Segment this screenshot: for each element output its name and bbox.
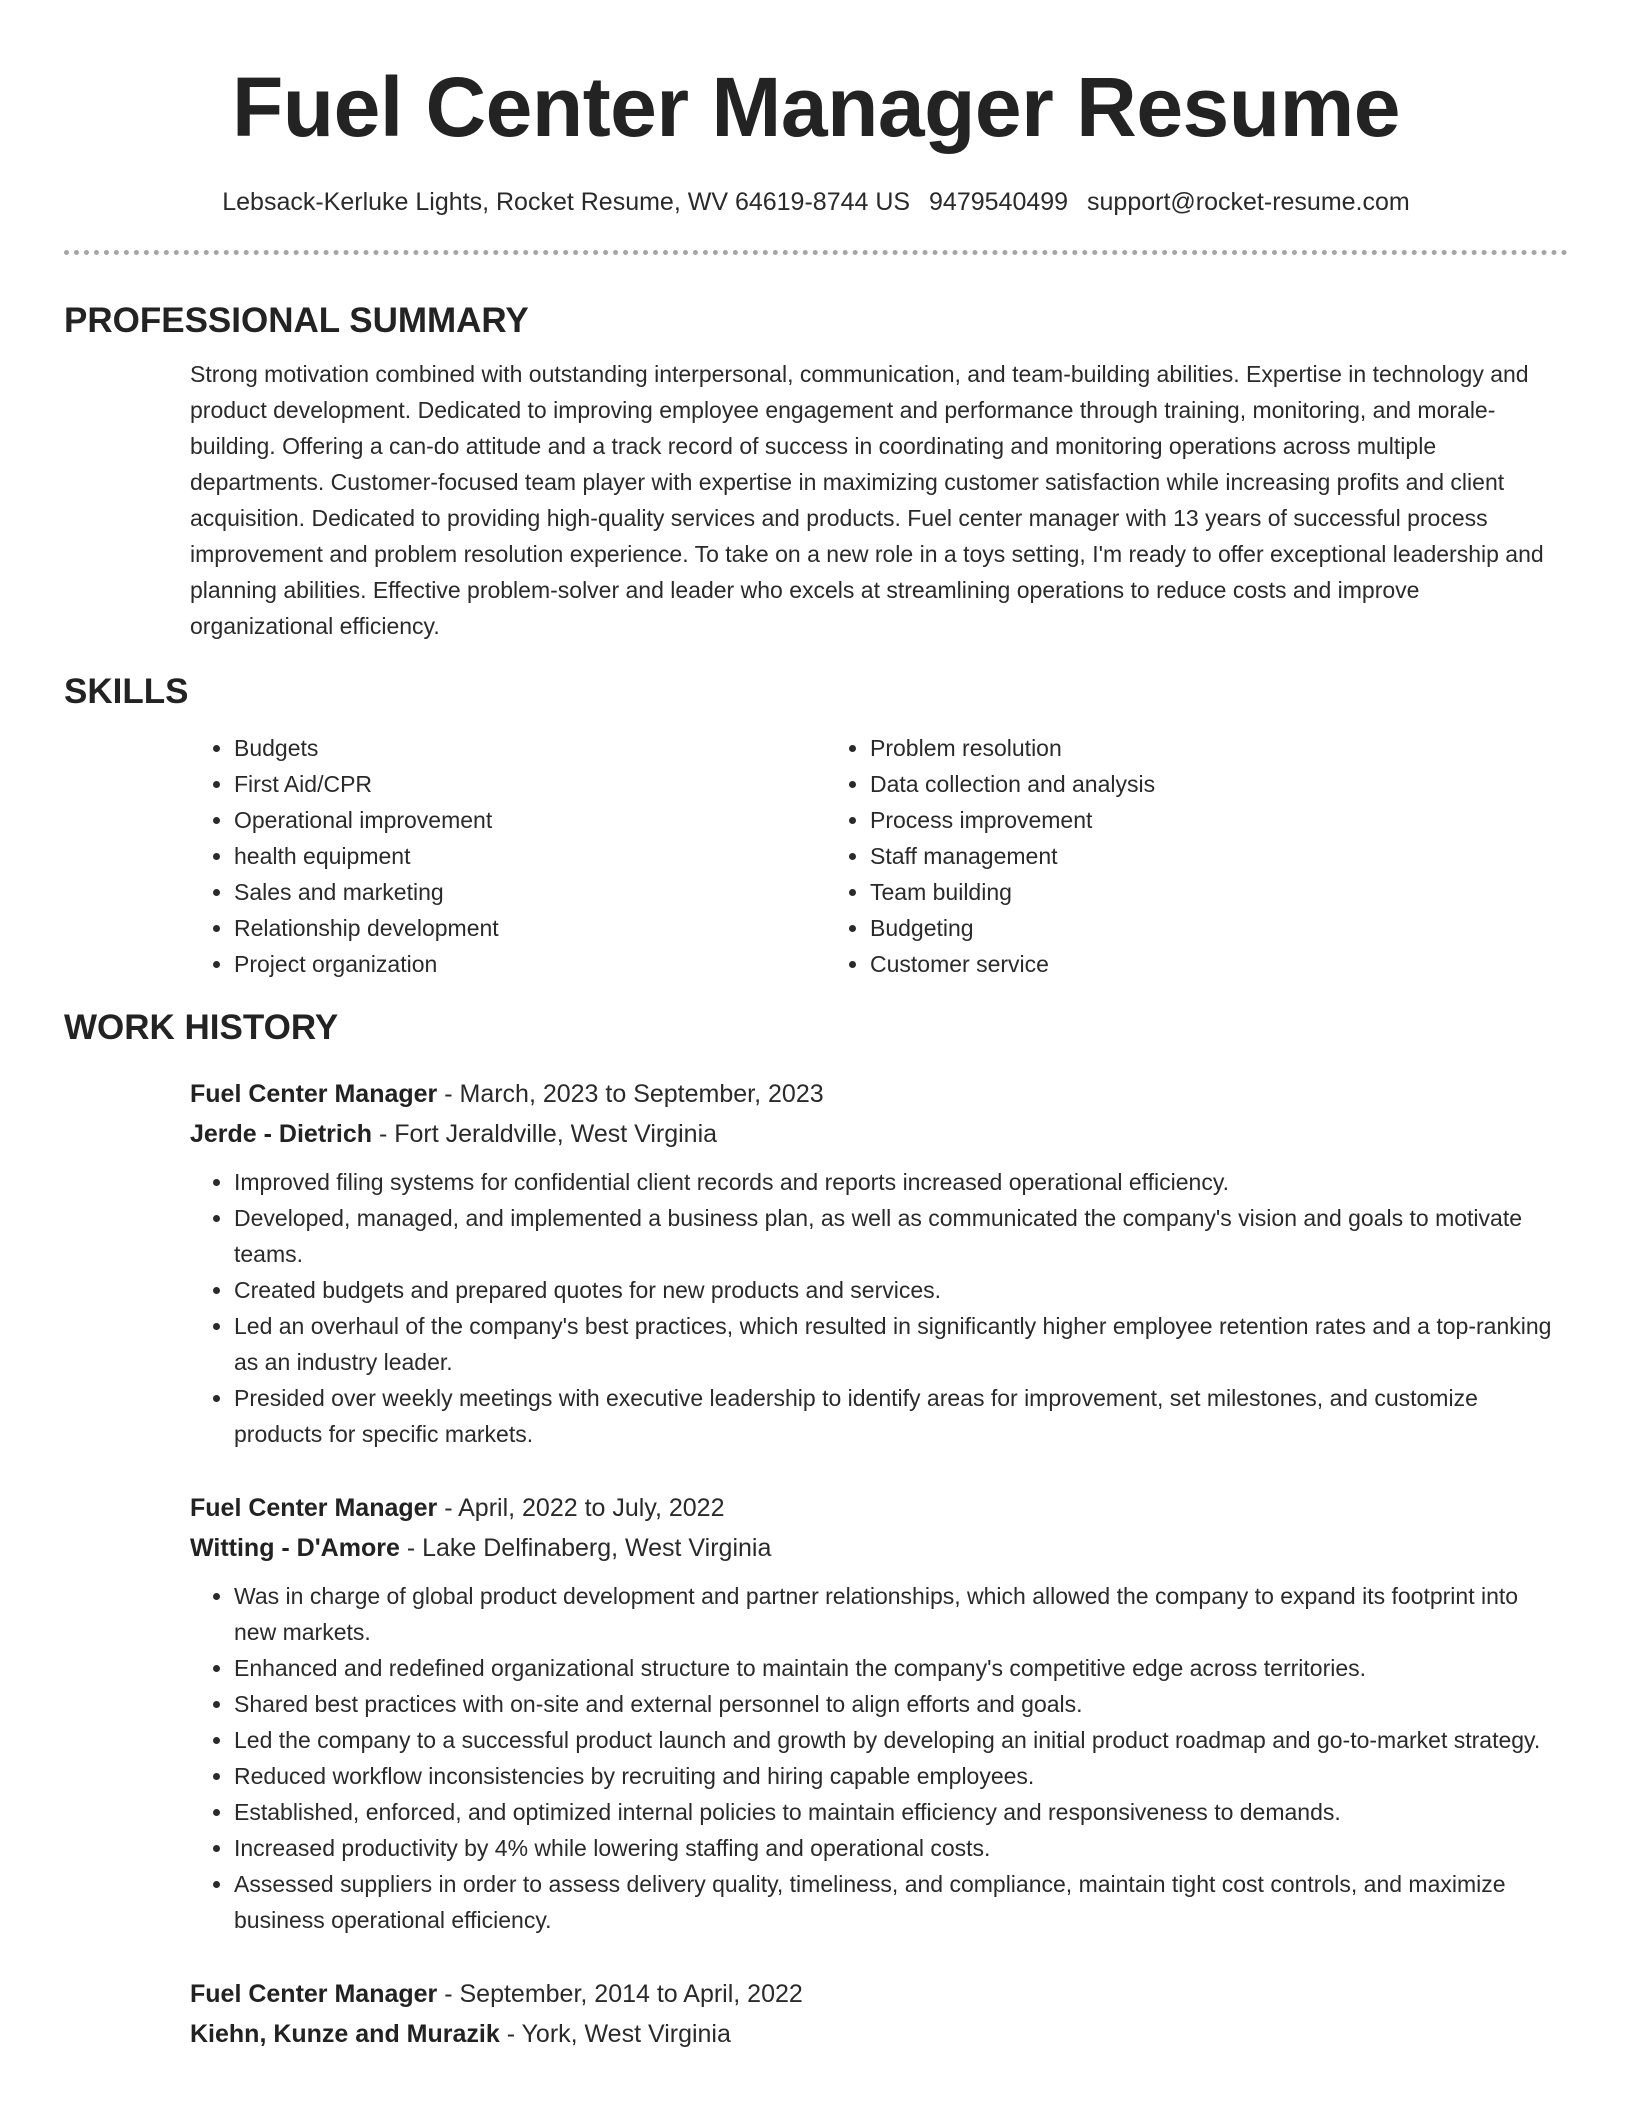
job-location: - Lake Delfinaberg, West Virginia bbox=[399, 1534, 772, 1562]
skill-item: • Process improvement bbox=[870, 802, 1155, 838]
skill-item: • Team building bbox=[870, 874, 1155, 910]
job-entry bbox=[190, 1074, 1568, 1452]
skill-item: • Staff management bbox=[870, 838, 1155, 874]
job-bullets bbox=[190, 1578, 1568, 1938]
job-title-line bbox=[190, 1074, 1568, 1114]
job-title: Fuel Center Manager bbox=[190, 1980, 438, 2008]
skills-heading: SKILLS bbox=[64, 672, 189, 711]
summary-text: Strong motivation combined with outstanding interpersonal, communication, and team-building abilities. Expertise in technology and product development. Dedicated to improving employee engagement and performance through training, monitoring, and morale-building. Offering a can-do attitude and a track record of success in coordinating and monitoring operations across multiple departments. Customer-focused team player with expertise in maximizing customer satisfaction while increasing profits and client acquisition. Dedicated to providing high-quality services and products. Fuel center manager with 13 years of successful process improvement and problem resolution experience. To take on a new role in a toys setting, I'm ready to offer exceptional leadership and planning abilities. Effective problem-solver and leader who excels at streamlining operations to reduce costs and improve organizational efficiency. bbox=[190, 361, 1544, 639]
contact-address: Lebsack-Kerluke Lights, Rocket Resume, WV 64619-8744 US bbox=[222, 188, 911, 216]
job-bullet: • Presided over weekly meetings with executive leadership to identify areas for improvement, set milestones, and customize products for specific markets. bbox=[234, 1380, 1568, 1452]
skills-column-left bbox=[190, 730, 826, 982]
job-company: Kiehn, Kunze and Murazik bbox=[190, 2020, 500, 2048]
skills-column-right bbox=[826, 730, 1155, 982]
job-company-line bbox=[190, 1528, 1568, 1568]
job-bullet: • Enhanced and redefined organizational structure to maintain the company's competitive edge across territories. bbox=[234, 1650, 1568, 1686]
job-bullet: • Improved filing systems for confidential client records and reports increased operational efficiency. bbox=[234, 1164, 1568, 1200]
job-company-line bbox=[190, 1114, 1568, 1154]
skill-item: • Relationship development bbox=[234, 910, 826, 946]
job-bullet: • Established, enforced, and optimized internal policies to maintain efficiency and responsiveness to demands. bbox=[234, 1794, 1568, 1830]
job-entry bbox=[190, 1488, 1568, 1938]
job-dates: - September, 2014 to April, 2022 bbox=[437, 1980, 803, 2008]
job-bullet: • Developed, managed, and implemented a business plan, as well as communicated the company's vision and goals to motivate teams. bbox=[234, 1200, 1568, 1272]
header-divider bbox=[64, 250, 1568, 255]
job-location: - York, West Virginia bbox=[499, 2020, 731, 2048]
skill-item: • Sales and marketing bbox=[234, 874, 826, 910]
summary-heading: PROFESSIONAL SUMMARY bbox=[64, 301, 529, 340]
skill-item: • Project organization bbox=[234, 946, 826, 982]
skill-item: • Data collection and analysis bbox=[870, 766, 1155, 802]
job-title-line bbox=[190, 1488, 1568, 1528]
contact-line bbox=[64, 184, 1568, 220]
job-dates: - March, 2023 to September, 2023 bbox=[437, 1080, 824, 1108]
skill-item: • Budgets bbox=[234, 730, 826, 766]
resume-title: Fuel Center Manager Resume bbox=[231, 60, 1400, 154]
job-bullets bbox=[190, 1164, 1568, 1452]
contact-email: support@rocket-resume.com bbox=[1087, 188, 1410, 216]
skill-item: • First Aid/CPR bbox=[234, 766, 826, 802]
job-entry bbox=[190, 1974, 1568, 2054]
job-bullet: • Assessed suppliers in order to assess delivery quality, timeliness, and compliance, maintain tight cost controls, and maximize business operational efficiency. bbox=[234, 1866, 1568, 1938]
skill-item: • Customer service bbox=[870, 946, 1155, 982]
job-bullet: • Created budgets and prepared quotes for new products and services. bbox=[234, 1272, 1568, 1308]
job-bullet: • Increased productivity by 4% while lowering staffing and operational costs. bbox=[234, 1830, 1568, 1866]
skills-list bbox=[190, 730, 1568, 982]
job-location: - Fort Jeraldville, West Virginia bbox=[372, 1120, 718, 1148]
contact-phone: 9479540499 bbox=[929, 188, 1069, 216]
skill-item: • Problem resolution bbox=[870, 730, 1155, 766]
job-bullet: • Led the company to a successful product launch and growth by developing an initial product roadmap and go-to-market strategy. bbox=[234, 1722, 1568, 1758]
job-bullet: • Was in charge of global product development and partner relationships, which allowed the company to expand its footprint into new markets. bbox=[234, 1578, 1568, 1650]
skill-item: • Operational improvement bbox=[234, 802, 826, 838]
job-bullet: • Reduced workflow inconsistencies by recruiting and hiring capable employees. bbox=[234, 1758, 1568, 1794]
job-company: Jerde - Dietrich bbox=[190, 1120, 373, 1148]
job-bullet: • Shared best practices with on-site and external personnel to align efforts and goals. bbox=[234, 1686, 1568, 1722]
job-title: Fuel Center Manager bbox=[190, 1494, 438, 1522]
job-bullet: • Led an overhaul of the company's best practices, which resulted in significantly higher employee retention rates and a top-ranking as an industry leader. bbox=[234, 1308, 1568, 1380]
skill-item: • Budgeting bbox=[870, 910, 1155, 946]
job-company-line bbox=[190, 2014, 1568, 2054]
job-title: Fuel Center Manager bbox=[190, 1080, 438, 1108]
job-title-line bbox=[190, 1974, 1568, 2014]
work-history-heading: WORK HISTORY bbox=[64, 1008, 339, 1047]
skill-item: • health equipment bbox=[234, 838, 826, 874]
job-company: Witting - D'Amore bbox=[190, 1534, 400, 1562]
job-dates: - April, 2022 to July, 2022 bbox=[437, 1494, 725, 1522]
